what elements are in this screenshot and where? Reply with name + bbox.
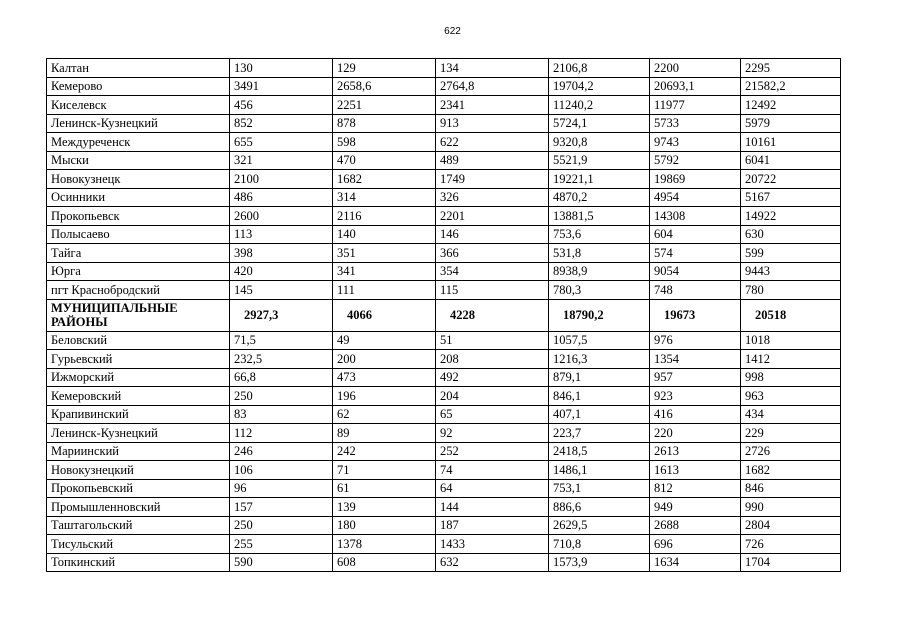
- table-cell: 20693,1: [650, 77, 741, 96]
- table-cell: 66,8: [230, 368, 333, 387]
- table-cell: 878: [333, 114, 436, 133]
- table-cell: 314: [333, 188, 436, 207]
- table-cell: 232,5: [230, 350, 333, 369]
- table-cell: 61: [333, 479, 436, 498]
- table-row: [47, 170, 841, 189]
- table-cell: 1057,5: [549, 331, 650, 350]
- table-cell: 10161: [741, 133, 841, 152]
- table-cell: 83: [230, 405, 333, 424]
- table-row: [47, 262, 841, 281]
- table-cell: 2418,5: [549, 442, 650, 461]
- table-cell: 2927,3: [230, 299, 333, 331]
- row-label: Тисульский: [47, 535, 230, 554]
- table-cell: 407,1: [549, 405, 650, 424]
- table-cell: 879,1: [549, 368, 650, 387]
- row-label: МУНИЦИПАЛЬНЫЕ РАЙОНЫ: [47, 299, 230, 331]
- table-cell: 6041: [741, 151, 841, 170]
- table-cell: 2600: [230, 207, 333, 226]
- table-cell: 780,3: [549, 281, 650, 300]
- table-cell: 223,7: [549, 424, 650, 443]
- table-cell: 220: [650, 424, 741, 443]
- row-label: Топкинский: [47, 553, 230, 572]
- table-cell: 321: [230, 151, 333, 170]
- table-cell: 113: [230, 225, 333, 244]
- table-cell: 106: [230, 461, 333, 480]
- table-cell: 19673: [650, 299, 741, 331]
- table-cell: 5733: [650, 114, 741, 133]
- table-cell: 632: [436, 553, 549, 572]
- row-label: Ижморский: [47, 368, 230, 387]
- table-cell: 14308: [650, 207, 741, 226]
- table-cell: 2688: [650, 516, 741, 535]
- table-row: [47, 350, 841, 369]
- table-cell: 963: [741, 387, 841, 406]
- table-cell: 2106,8: [549, 59, 650, 78]
- table-row: [47, 281, 841, 300]
- table-cell: 726: [741, 535, 841, 554]
- table-cell: 1433: [436, 535, 549, 554]
- table-row: [47, 299, 841, 331]
- table-cell: 11240,2: [549, 96, 650, 115]
- table-cell: 886,6: [549, 498, 650, 517]
- table-row: [47, 133, 841, 152]
- table-cell: 5724,1: [549, 114, 650, 133]
- table-row: [47, 368, 841, 387]
- table-cell: 696: [650, 535, 741, 554]
- table-cell: 13881,5: [549, 207, 650, 226]
- table-cell: 51: [436, 331, 549, 350]
- table-cell: 180: [333, 516, 436, 535]
- table-cell: 949: [650, 498, 741, 517]
- table-cell: 1682: [741, 461, 841, 480]
- row-label: Прокопьевск: [47, 207, 230, 226]
- table-cell: 599: [741, 244, 841, 263]
- table-cell: 416: [650, 405, 741, 424]
- table-cell: 14922: [741, 207, 841, 226]
- table-cell: 242: [333, 442, 436, 461]
- table-cell: 65: [436, 405, 549, 424]
- table-cell: 1378: [333, 535, 436, 554]
- row-label: Полысаево: [47, 225, 230, 244]
- table-cell: 2764,8: [436, 77, 549, 96]
- table-cell: 957: [650, 368, 741, 387]
- table-cell: 5521,9: [549, 151, 650, 170]
- table-row: [47, 59, 841, 78]
- row-label: Калтан: [47, 59, 230, 78]
- table-cell: 145: [230, 281, 333, 300]
- row-label: Тайга: [47, 244, 230, 263]
- row-label: Беловский: [47, 331, 230, 350]
- table-cell: 4954: [650, 188, 741, 207]
- table-cell: 71,5: [230, 331, 333, 350]
- table-cell: 111: [333, 281, 436, 300]
- table-cell: 2726: [741, 442, 841, 461]
- table-cell: 2629,5: [549, 516, 650, 535]
- table-cell: 473: [333, 368, 436, 387]
- table-cell: 1354: [650, 350, 741, 369]
- table-row: [47, 114, 841, 133]
- table-cell: 590: [230, 553, 333, 572]
- row-label: Таштагольский: [47, 516, 230, 535]
- row-label: пгт Краснобродский: [47, 281, 230, 300]
- table-row: [47, 442, 841, 461]
- table-cell: 200: [333, 350, 436, 369]
- table-cell: 753,6: [549, 225, 650, 244]
- row-label: Новокузнецкий: [47, 461, 230, 480]
- table-cell: 710,8: [549, 535, 650, 554]
- table-cell: 354: [436, 262, 549, 281]
- table-cell: 19869: [650, 170, 741, 189]
- row-label: Осинники: [47, 188, 230, 207]
- table-cell: 9443: [741, 262, 841, 281]
- table-cell: 753,1: [549, 479, 650, 498]
- table-cell: 326: [436, 188, 549, 207]
- row-label: Ленинск-Кузнецкий: [47, 424, 230, 443]
- table-cell: 20722: [741, 170, 841, 189]
- table-cell: 19704,2: [549, 77, 650, 96]
- table-cell: 2100: [230, 170, 333, 189]
- table-row: [47, 461, 841, 480]
- table-cell: 2251: [333, 96, 436, 115]
- table-cell: 252: [436, 442, 549, 461]
- table-cell: 622: [436, 133, 549, 152]
- table-cell: 1634: [650, 553, 741, 572]
- table-cell: 18790,2: [549, 299, 650, 331]
- table-cell: 434: [741, 405, 841, 424]
- table-cell: 574: [650, 244, 741, 263]
- table-cell: 11977: [650, 96, 741, 115]
- table-cell: 20518: [741, 299, 841, 331]
- table-cell: 913: [436, 114, 549, 133]
- table-cell: 89: [333, 424, 436, 443]
- table-cell: 255: [230, 535, 333, 554]
- row-label: Юрга: [47, 262, 230, 281]
- row-label: Промышленновский: [47, 498, 230, 517]
- table-cell: 96: [230, 479, 333, 498]
- table-cell: 1749: [436, 170, 549, 189]
- row-label: Кемерово: [47, 77, 230, 96]
- table-cell: 62: [333, 405, 436, 424]
- table-cell: 846,1: [549, 387, 650, 406]
- table-cell: 2658,6: [333, 77, 436, 96]
- table-cell: 2200: [650, 59, 741, 78]
- table-cell: 187: [436, 516, 549, 535]
- table-row: [47, 225, 841, 244]
- table-cell: 1613: [650, 461, 741, 480]
- table-row: [47, 516, 841, 535]
- table-cell: 140: [333, 225, 436, 244]
- table-cell: 4066: [333, 299, 436, 331]
- table-cell: 250: [230, 516, 333, 535]
- table-cell: 130: [230, 59, 333, 78]
- table-row: [47, 387, 841, 406]
- row-label: Междуреченск: [47, 133, 230, 152]
- table-row: [47, 331, 841, 350]
- table-cell: 1018: [741, 331, 841, 350]
- table-row: [47, 498, 841, 517]
- table-cell: 246: [230, 442, 333, 461]
- table-cell: 146: [436, 225, 549, 244]
- table-cell: 71: [333, 461, 436, 480]
- data-table: [46, 58, 841, 572]
- table-cell: 486: [230, 188, 333, 207]
- row-label: Новокузнецк: [47, 170, 230, 189]
- table-cell: 976: [650, 331, 741, 350]
- table-cell: 780: [741, 281, 841, 300]
- table-cell: 5167: [741, 188, 841, 207]
- table-cell: 531,8: [549, 244, 650, 263]
- table-cell: 2341: [436, 96, 549, 115]
- table-cell: 2201: [436, 207, 549, 226]
- table-row: [47, 424, 841, 443]
- table-cell: 812: [650, 479, 741, 498]
- row-label: Киселевск: [47, 96, 230, 115]
- row-label: Прокопьевский: [47, 479, 230, 498]
- table-row: [47, 405, 841, 424]
- row-label: Мыски: [47, 151, 230, 170]
- table-cell: 250: [230, 387, 333, 406]
- table-cell: 1682: [333, 170, 436, 189]
- table-cell: 4228: [436, 299, 549, 331]
- table-row: [47, 96, 841, 115]
- table-cell: 115: [436, 281, 549, 300]
- table-cell: 21582,2: [741, 77, 841, 96]
- table-cell: 92: [436, 424, 549, 443]
- row-label: Кемеровский: [47, 387, 230, 406]
- table-cell: 229: [741, 424, 841, 443]
- table-cell: 74: [436, 461, 549, 480]
- table-cell: 1412: [741, 350, 841, 369]
- table-cell: 134: [436, 59, 549, 78]
- table-cell: 8938,9: [549, 262, 650, 281]
- table-cell: 990: [741, 498, 841, 517]
- table-cell: 2295: [741, 59, 841, 78]
- table-cell: 157: [230, 498, 333, 517]
- table-cell: 1486,1: [549, 461, 650, 480]
- table-row: [47, 553, 841, 572]
- table-cell: 112: [230, 424, 333, 443]
- table-row: [47, 207, 841, 226]
- table-cell: 456: [230, 96, 333, 115]
- table-cell: 852: [230, 114, 333, 133]
- table-row: [47, 151, 841, 170]
- table-row: [47, 77, 841, 96]
- table-row: [47, 479, 841, 498]
- table-cell: 1704: [741, 553, 841, 572]
- row-label: Крапивинский: [47, 405, 230, 424]
- row-label: Мариинский: [47, 442, 230, 461]
- table-cell: 12492: [741, 96, 841, 115]
- table-cell: 923: [650, 387, 741, 406]
- table-cell: 492: [436, 368, 549, 387]
- page-number: 622: [444, 26, 461, 37]
- table-cell: 9054: [650, 262, 741, 281]
- table-row: [47, 535, 841, 554]
- table-cell: 1573,9: [549, 553, 650, 572]
- table-cell: 998: [741, 368, 841, 387]
- row-label: Ленинск-Кузнецкий: [47, 114, 230, 133]
- table-cell: 19221,1: [549, 170, 650, 189]
- table-cell: 470: [333, 151, 436, 170]
- table-cell: 604: [650, 225, 741, 244]
- table-cell: 598: [333, 133, 436, 152]
- table-cell: 846: [741, 479, 841, 498]
- table-cell: 4870,2: [549, 188, 650, 207]
- table-cell: 748: [650, 281, 741, 300]
- table-cell: 608: [333, 553, 436, 572]
- table-cell: 351: [333, 244, 436, 263]
- table-cell: 208: [436, 350, 549, 369]
- table-cell: 398: [230, 244, 333, 263]
- table-cell: 9320,8: [549, 133, 650, 152]
- table-cell: 144: [436, 498, 549, 517]
- table-cell: 2116: [333, 207, 436, 226]
- table-row: [47, 188, 841, 207]
- table-cell: 489: [436, 151, 549, 170]
- table-cell: 49: [333, 331, 436, 350]
- table-cell: 3491: [230, 77, 333, 96]
- table-cell: 655: [230, 133, 333, 152]
- table-row: [47, 244, 841, 263]
- table-body: [47, 59, 841, 572]
- table-cell: 1216,3: [549, 350, 650, 369]
- table-cell: 9743: [650, 133, 741, 152]
- table-cell: 366: [436, 244, 549, 263]
- table-cell: 129: [333, 59, 436, 78]
- table-cell: 2613: [650, 442, 741, 461]
- table-cell: 5792: [650, 151, 741, 170]
- table-cell: 630: [741, 225, 841, 244]
- row-label: Гурьевский: [47, 350, 230, 369]
- table-cell: 64: [436, 479, 549, 498]
- table-cell: 341: [333, 262, 436, 281]
- table-cell: 5979: [741, 114, 841, 133]
- table-cell: 139: [333, 498, 436, 517]
- table-cell: 204: [436, 387, 549, 406]
- table-cell: 420: [230, 262, 333, 281]
- table-cell: 196: [333, 387, 436, 406]
- table-cell: 2804: [741, 516, 841, 535]
